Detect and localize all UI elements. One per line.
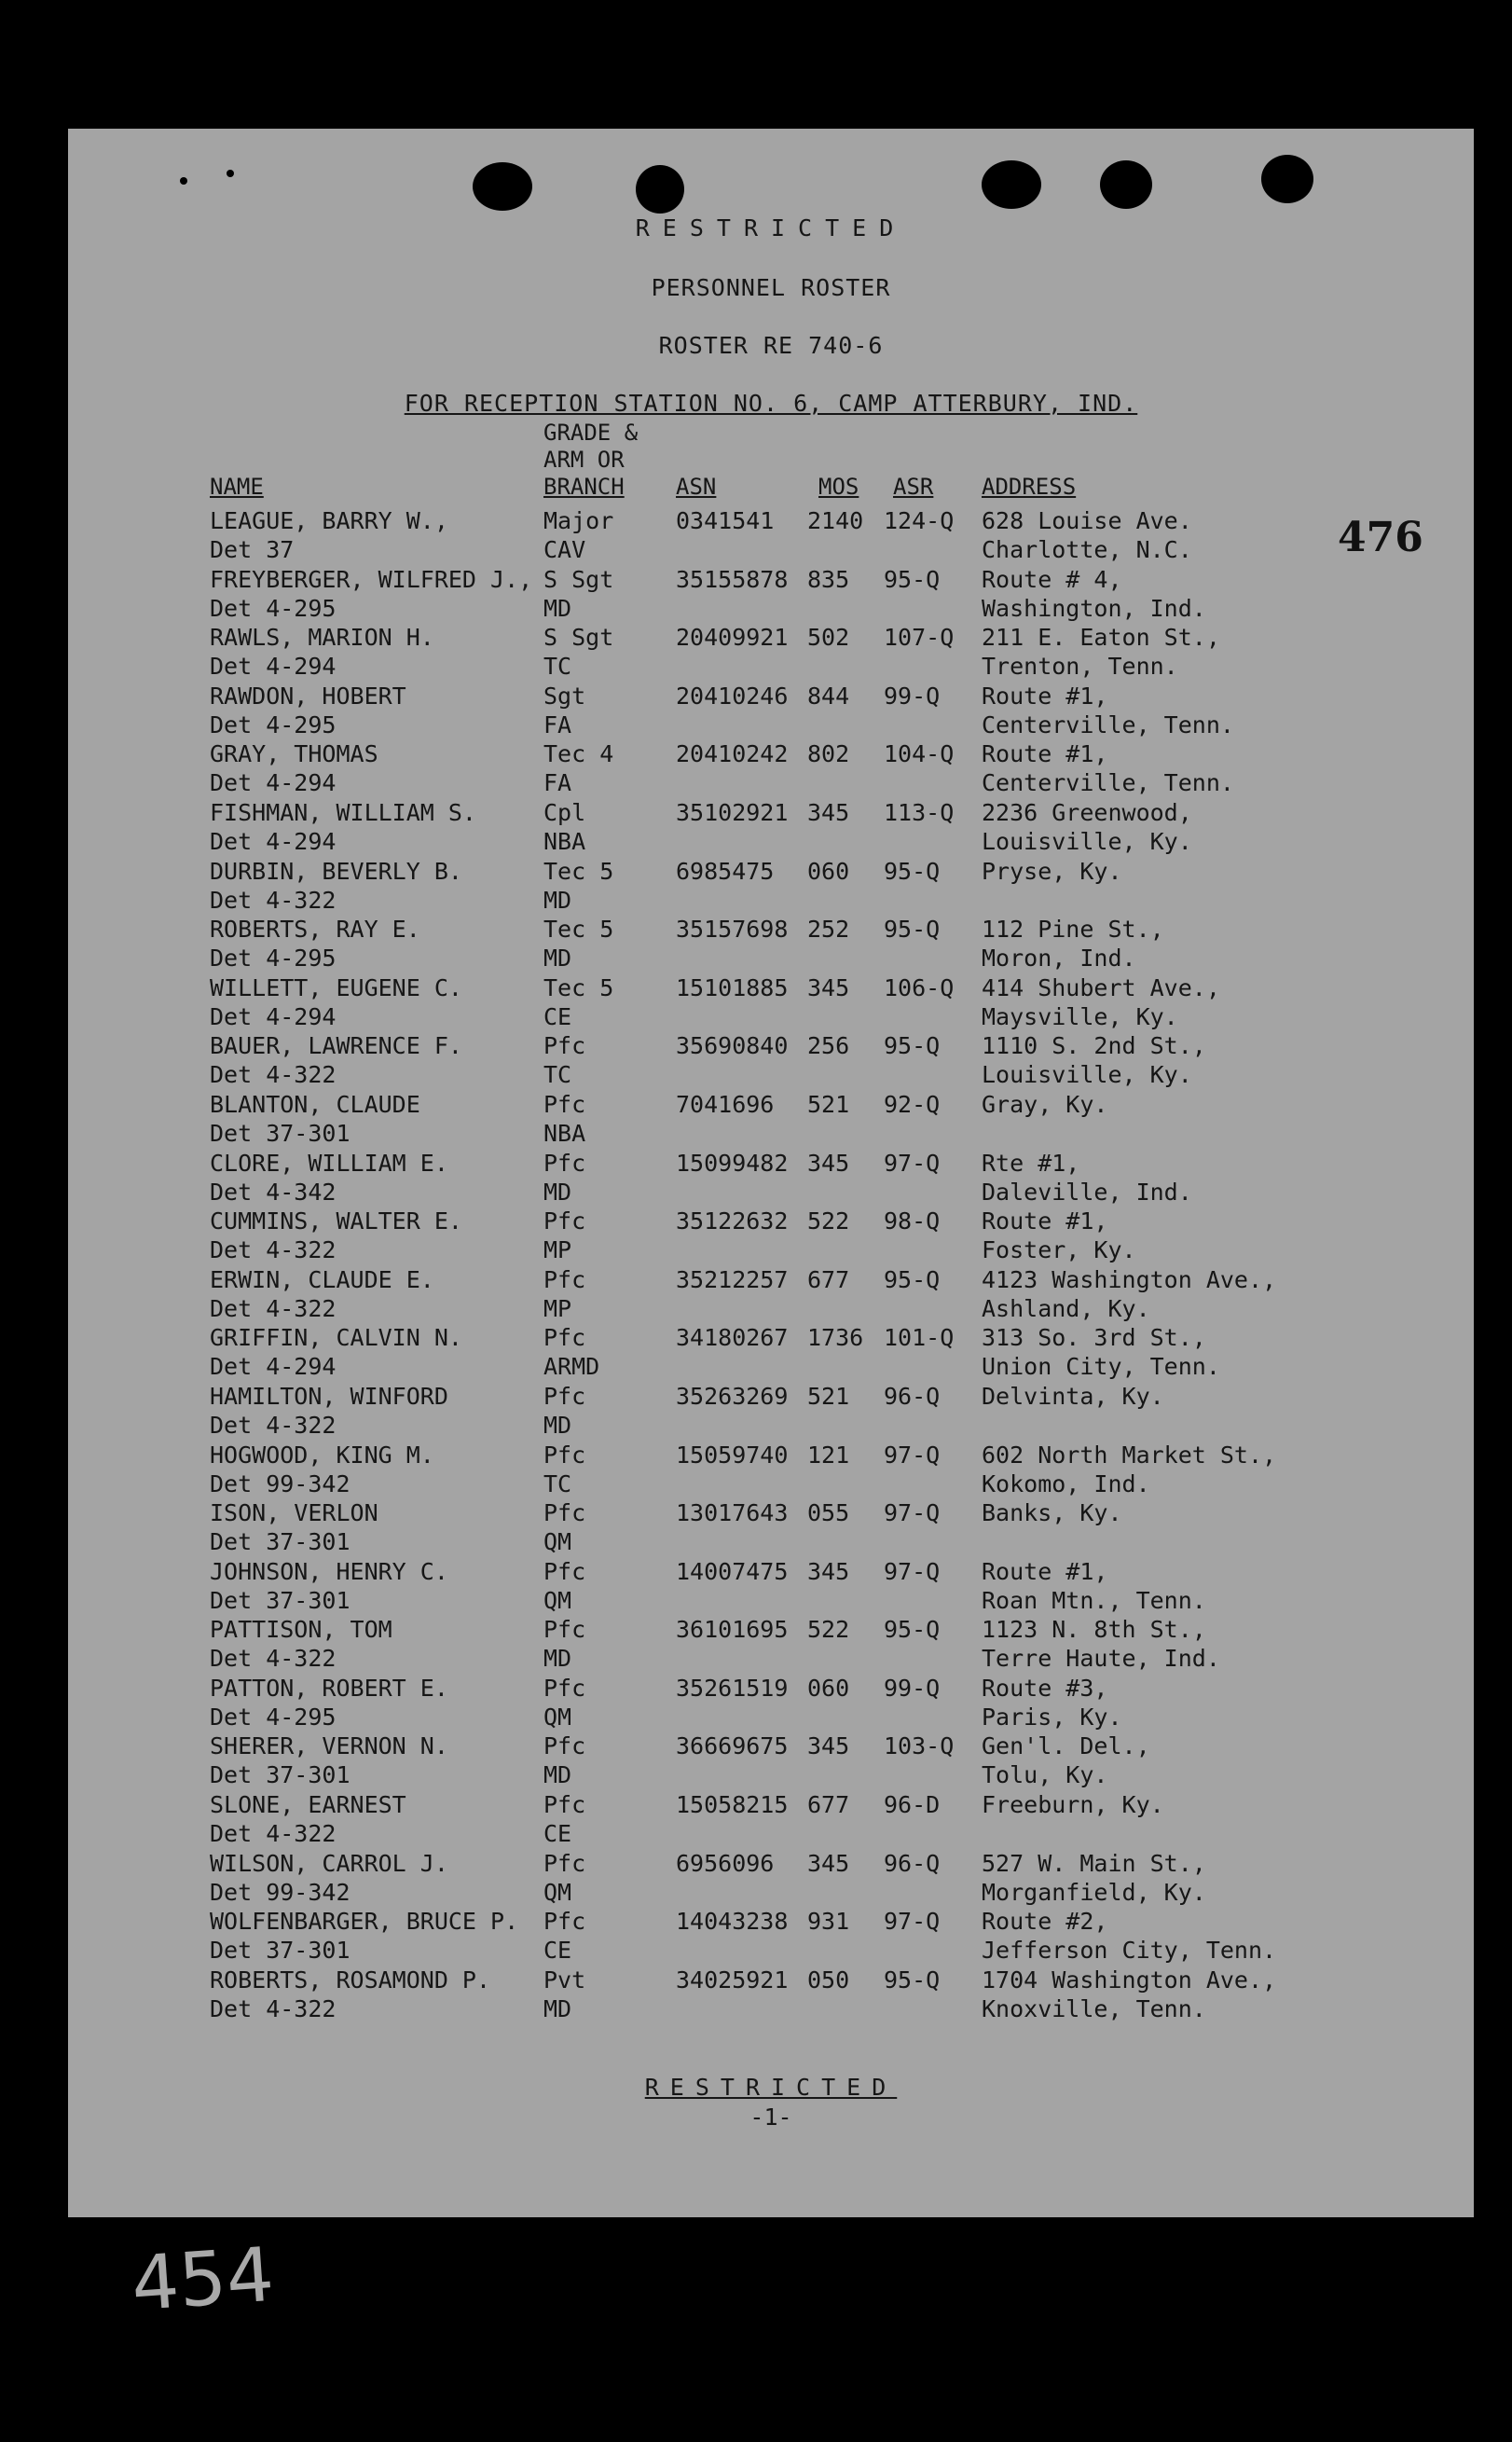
punch-hole [473,162,532,211]
row-branch: TC [543,1061,572,1089]
row-name: ROBERTS, ROSAMOND P. [210,1966,491,1994]
row-address-line1: Route #1, [982,1557,1108,1585]
row-address-line2: Moron, Ind. [982,945,1136,973]
row-name: LEAGUE, BARRY W., [210,507,448,534]
table-row [68,739,1474,798]
row-mos: 060 [807,1674,850,1702]
row-asr: 104-Q [884,740,955,768]
row-address-line2: Knoxville, Tenn. [982,1994,1206,2022]
row-address-line2: Roan Mtn., Tenn. [982,1586,1206,1614]
row-address-line1: 2236 Greenwood, [982,798,1192,826]
row-name: ERWIN, CLAUDE E. [210,1265,434,1293]
row-asr: 96-Q [884,1382,941,1410]
row-address-line2: Terre Haute, Ind. [982,1645,1220,1673]
row-address-line2: Kokomo, Ind. [982,1469,1150,1497]
row-asr: 95-Q [884,857,941,885]
row-branch: QM [543,1528,572,1556]
row-asr: 97-Q [884,1149,941,1177]
row-asn: 20410242 [676,740,789,768]
row-detachment: Det 4-322 [210,886,337,914]
table-row [68,623,1474,682]
row-address-line1: Freeburn, Ky. [982,1791,1164,1819]
row-name: WOLFENBARGER, BRUCE P. [210,1908,519,1936]
row-asr: 99-Q [884,1674,941,1702]
roster-number: ROSTER RE 740-6 [658,332,884,359]
row-mos: 055 [807,1499,850,1527]
speck [227,170,234,177]
row-detachment: Det 4-294 [210,1002,337,1030]
row-mos: 345 [807,1557,850,1585]
table-row [68,973,1474,1032]
table-row [68,1674,1474,1732]
row-grade: Pfc [543,1382,586,1410]
page-number: -1- [749,2104,792,2131]
row-branch: MD [543,1411,572,1439]
row-name: WILSON, CARROL J. [210,1849,448,1877]
row-address-line1: Gen'l. Del., [982,1732,1150,1760]
column-header-name: NAME [210,474,264,500]
row-name: BAUER, LAWRENCE F. [210,1032,462,1060]
row-branch: FA [543,711,572,738]
row-asr: 95-Q [884,916,941,944]
row-asn: 35157698 [676,916,789,944]
row-address-line2: Maysville, Ky. [982,1002,1178,1030]
row-address-line1: Rte #1, [982,1149,1080,1177]
row-asr: 92-Q [884,1090,941,1118]
row-address-line2: Union City, Tenn. [982,1353,1220,1381]
row-address-line1: 313 So. 3rd St., [982,1324,1206,1352]
row-mos: 677 [807,1265,850,1293]
row-address-line1: 4123 Washington Ave., [982,1265,1277,1293]
row-mos: 844 [807,682,850,710]
row-asr: 113-Q [884,798,955,826]
row-mos: 121 [807,1441,850,1469]
row-name: DURBIN, BEVERLY B. [210,857,462,885]
row-address-line1: 1110 S. 2nd St., [982,1032,1206,1060]
row-detachment: Det 4-322 [210,1820,337,1848]
row-name: GRIFFIN, CALVIN N. [210,1324,462,1352]
column-header-address: ADDRESS [982,474,1077,500]
row-mos: 345 [807,798,850,826]
table-row [68,1031,1474,1090]
row-detachment: Det 37-301 [210,1586,351,1614]
row-detachment: Det 4-322 [210,1645,337,1673]
table-row [68,1557,1474,1616]
row-address-line2: Tolu, Ky. [982,1761,1108,1789]
row-address-line2: Daleville, Ind. [982,1178,1192,1206]
table-row [68,1149,1474,1207]
row-address-line1: 211 E. Eaton St., [982,624,1220,652]
row-grade: S Sgt [543,624,614,652]
row-asn: 35155878 [676,565,789,593]
row-address-line1: 527 W. Main St., [982,1849,1206,1877]
row-asr: 98-Q [884,1207,941,1235]
row-asn: 36101695 [676,1616,789,1644]
table-row [68,682,1474,740]
station-heading: FOR RECEPTION STATION NO. 6, CAMP ATTERBURY, IND. [404,390,1138,417]
row-detachment: Det 99-342 [210,1469,351,1497]
row-address-line1: 602 North Market St., [982,1441,1277,1469]
row-branch: ARMD [543,1353,600,1381]
speck [180,177,187,185]
row-asr: 96-Q [884,1849,941,1877]
table-row [68,1207,1474,1265]
row-asr: 101-Q [884,1324,955,1352]
row-branch: MD [543,945,572,973]
row-address-line1: 112 Pine St., [982,916,1164,944]
row-grade: Pfc [543,1032,586,1060]
row-branch: MP [543,1294,572,1322]
row-mos: 2140 [807,507,864,534]
row-asn: 35122632 [676,1207,789,1235]
row-detachment: Det 4-295 [210,594,337,622]
row-asn: 35261519 [676,1674,789,1702]
row-asr: 103-Q [884,1732,955,1760]
row-asn: 15101885 [676,973,789,1001]
row-branch: TC [543,653,572,681]
row-address-line1: Pryse, Ky. [982,857,1122,885]
table-row [68,798,1474,857]
row-grade: Pfc [543,1849,586,1877]
roster-table [68,506,1474,2023]
row-detachment: Det 4-294 [210,769,337,797]
row-name: BLANTON, CLAUDE [210,1090,420,1118]
table-row [68,1790,1474,1849]
row-mos: 050 [807,1966,850,1994]
row-detachment: Det 4-322 [210,1294,337,1322]
row-name: PATTISON, TOM [210,1616,392,1644]
table-row [68,1382,1474,1441]
row-branch: TC [543,1469,572,1497]
column-header-asn: ASN [676,474,717,500]
row-name: ISON, VERLON [210,1499,378,1527]
row-name: FREYBERGER, WILFRED J., [210,565,533,593]
row-asr: 106-Q [884,973,955,1001]
row-address-line2: Louisville, Ky. [982,1061,1192,1089]
row-asr: 95-Q [884,565,941,593]
table-row [68,1441,1474,1499]
row-branch: MD [543,1645,572,1673]
row-mos: 252 [807,916,850,944]
row-address-line1: Route #2, [982,1908,1108,1936]
row-address-line2: Jefferson City, Tenn. [982,1937,1277,1965]
row-grade: Pfc [543,1674,586,1702]
row-name: CLORE, WILLIAM E. [210,1149,448,1177]
row-branch: NBA [543,1119,586,1147]
row-asn: 0341541 [676,507,775,534]
row-name: SLONE, EARNEST [210,1791,406,1819]
row-grade: Pvt [543,1966,586,1994]
row-asr: 95-Q [884,1265,941,1293]
row-name: ROBERTS, RAY E. [210,916,420,944]
table-row [68,1498,1474,1557]
row-address-line1: Route #3, [982,1674,1108,1702]
row-mos: 256 [807,1032,850,1060]
row-address-line2: Centerville, Tenn. [982,769,1234,797]
row-address-line1: 628 Louise Ave. [982,507,1192,534]
row-address-line2: Centerville, Tenn. [982,711,1234,738]
row-mos: 521 [807,1090,850,1118]
row-grade: Pfc [543,1324,586,1352]
row-detachment: Det 4-295 [210,1703,337,1731]
row-asn: 35102921 [676,798,789,826]
row-asn: 6956096 [676,1849,775,1877]
row-mos: 835 [807,565,850,593]
row-grade: Pfc [543,1090,586,1118]
row-address-line1: Route # 4, [982,565,1122,593]
row-asr: 97-Q [884,1441,941,1469]
row-mos: 677 [807,1791,850,1819]
row-address-line2: Paris, Ky. [982,1703,1122,1731]
classification-footer: RESTRICTED [644,2074,898,2101]
row-detachment: Det 4-322 [210,1994,337,2022]
row-detachment: Det 4-294 [210,827,337,855]
row-mos: 060 [807,857,850,885]
row-detachment: Det 37-301 [210,1119,351,1147]
row-grade: Pfc [543,1791,586,1819]
pencil-annotation: 454 [128,2230,277,2328]
row-address-line1: Route #1, [982,1207,1108,1235]
table-row [68,1731,1474,1790]
row-asn: 13017643 [676,1499,789,1527]
row-detachment: Det 99-342 [210,1878,351,1906]
row-asn: 15099482 [676,1149,789,1177]
punch-hole [1100,160,1152,209]
row-detachment: Det 4-294 [210,1353,337,1381]
row-mos: 1736 [807,1324,864,1352]
row-address-line1: Banks, Ky. [982,1499,1122,1527]
row-mos: 522 [807,1616,850,1644]
row-detachment: Det 37-301 [210,1761,351,1789]
row-name: CUMMINS, WALTER E. [210,1207,462,1235]
row-name: FISHMAN, WILLIAM S. [210,798,476,826]
row-grade: Pfc [543,1557,586,1585]
document-page [68,129,1474,2328]
document-title: PERSONNEL ROSTER [651,274,891,301]
row-address-line2: Ashland, Ky. [982,1294,1150,1322]
row-detachment: Det 37-301 [210,1528,351,1556]
table-row [68,1265,1474,1324]
row-name: HAMILTON, WINFORD [210,1382,448,1410]
row-branch: MD [543,1178,572,1206]
classification-header: RESTRICTED [635,214,907,241]
row-address-line1: Delvinta, Ky. [982,1382,1164,1410]
row-asn: 15059740 [676,1441,789,1469]
row-name: GRAY, THOMAS [210,740,378,768]
row-branch: FA [543,769,572,797]
row-grade: Tec 5 [543,973,614,1001]
row-mos: 345 [807,1732,850,1760]
row-detachment: Det 4-322 [210,1236,337,1264]
table-row [68,915,1474,973]
row-asn: 35212257 [676,1265,789,1293]
row-address-line1: Route #1, [982,682,1108,710]
row-grade: Pfc [543,1265,586,1293]
row-asn: 6985475 [676,857,775,885]
row-asn: 34180267 [676,1324,789,1352]
row-asn: 20409921 [676,624,789,652]
column-header-grade-line2: ARM OR [543,447,625,473]
row-grade: Tec 5 [543,857,614,885]
row-asn: 36669675 [676,1732,789,1760]
row-address-line2: Trenton, Tenn. [982,653,1178,681]
table-row [68,1323,1474,1382]
row-grade: Pfc [543,1499,586,1527]
row-asn: 14007475 [676,1557,789,1585]
column-header-asr: ASR [893,474,934,500]
row-grade: Pfc [543,1616,586,1644]
row-asr: 124-Q [884,507,955,534]
row-mos: 522 [807,1207,850,1235]
row-asr: 97-Q [884,1557,941,1585]
row-asr: 95-Q [884,1032,941,1060]
row-address-line1: Gray, Ky. [982,1090,1108,1118]
row-grade: Pfc [543,1908,586,1936]
row-branch: CE [543,1937,572,1965]
row-name: WILLETT, EUGENE C. [210,973,462,1001]
column-header-grade-line1: GRADE & [543,420,639,446]
row-grade: Sgt [543,682,586,710]
row-name: JOHNSON, HENRY C. [210,1557,448,1585]
table-row [68,1849,1474,1908]
row-branch: MD [543,886,572,914]
row-asr: 97-Q [884,1908,941,1936]
row-grade: S Sgt [543,565,614,593]
row-asr: 107-Q [884,624,955,652]
row-asr: 97-Q [884,1499,941,1527]
row-name: HOGWOOD, KING M. [210,1441,434,1469]
row-address-line2: Washington, Ind. [982,594,1206,622]
row-asn: 7041696 [676,1090,775,1118]
row-detachment: Det 4-294 [210,653,337,681]
row-branch: QM [543,1703,572,1731]
punch-hole [636,165,684,214]
row-address-line1: 1123 N. 8th St., [982,1616,1206,1644]
row-branch: MD [543,1994,572,2022]
row-mos: 521 [807,1382,850,1410]
row-grade: Major [543,507,614,534]
row-grade: Tec 4 [543,740,614,768]
row-asr: 95-Q [884,1616,941,1644]
row-detachment: Det 4-322 [210,1061,337,1089]
row-branch: MP [543,1236,572,1264]
row-mos: 345 [807,1149,850,1177]
table-row [68,1966,1474,2024]
row-address-line2: Louisville, Ky. [982,827,1192,855]
row-branch: NBA [543,827,586,855]
row-address-line2: Charlotte, N.C. [982,536,1192,563]
row-address-line1: 414 Shubert Ave., [982,973,1220,1001]
row-detachment: Det 37 [210,536,295,563]
row-name: RAWDON, HOBERT [210,682,406,710]
row-mos: 502 [807,624,850,652]
row-asr: 99-Q [884,682,941,710]
row-branch: MD [543,1761,572,1789]
table-row [68,1907,1474,1966]
row-detachment: Det 4-295 [210,711,337,738]
row-detachment: Det 4-322 [210,1411,337,1439]
row-name: RAWLS, MARION H. [210,624,434,652]
row-mos: 931 [807,1908,850,1936]
column-header-grade-line3: BRANCH [543,474,625,500]
row-branch: CE [543,1002,572,1030]
column-header-mos: MOS [818,474,859,500]
row-branch: QM [543,1586,572,1614]
row-asn: 35690840 [676,1032,789,1060]
row-asr: 95-Q [884,1966,941,1994]
row-asn: 15058215 [676,1791,789,1819]
row-grade: Pfc [543,1207,586,1235]
row-grade: Pfc [543,1441,586,1469]
row-mos: 345 [807,973,850,1001]
row-branch: CE [543,1820,572,1848]
table-row [68,506,1474,565]
row-mos: 345 [807,1849,850,1877]
margin-page-number: 476 [1338,514,1423,561]
row-detachment: Det 4-295 [210,945,337,973]
row-address-line1: Route #1, [982,740,1108,768]
row-asn: 20410246 [676,682,789,710]
row-name: PATTON, ROBERT E. [210,1674,448,1702]
row-branch: CAV [543,536,586,563]
punch-hole [1261,155,1313,203]
row-detachment: Det 4-342 [210,1178,337,1206]
table-row [68,857,1474,916]
row-asn: 34025921 [676,1966,789,1994]
row-name: SHERER, VERNON N. [210,1732,448,1760]
row-grade: Tec 5 [543,916,614,944]
row-detachment: Det 37-301 [210,1937,351,1965]
row-grade: Cpl [543,798,586,826]
row-branch: MD [543,594,572,622]
table-row [68,1090,1474,1149]
row-asn: 14043238 [676,1908,789,1936]
row-mos: 802 [807,740,850,768]
table-row [68,565,1474,624]
row-address-line1: 1704 Washington Ave., [982,1966,1277,1994]
row-grade: Pfc [543,1149,586,1177]
punch-hole [982,160,1041,209]
table-row [68,1615,1474,1674]
row-branch: QM [543,1878,572,1906]
row-asr: 96-D [884,1791,941,1819]
row-grade: Pfc [543,1732,586,1760]
row-asn: 35263269 [676,1382,789,1410]
row-address-line2: Morganfield, Ky. [982,1878,1206,1906]
row-address-line2: Foster, Ky. [982,1236,1136,1264]
